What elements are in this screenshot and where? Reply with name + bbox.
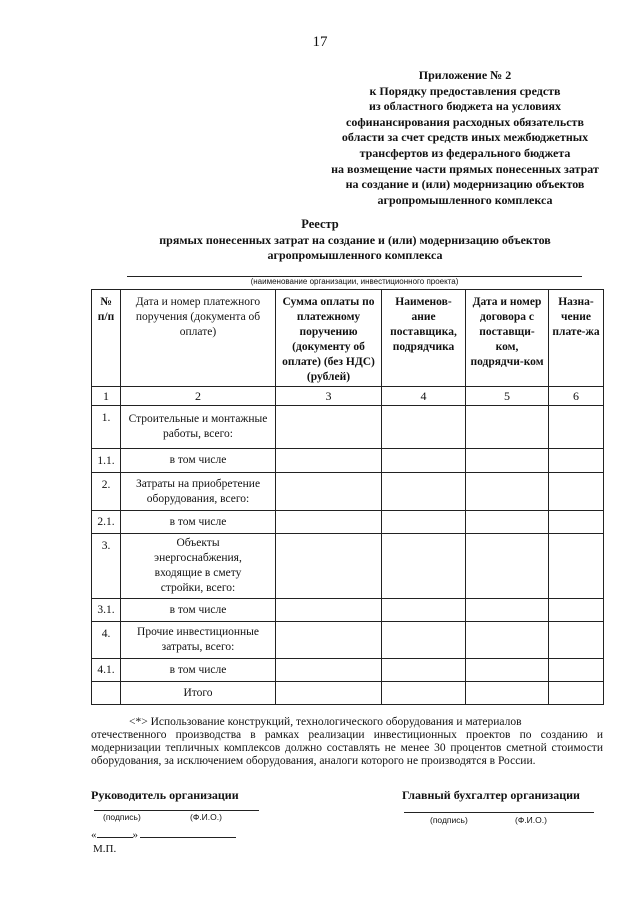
date-close-quote: » — [132, 829, 138, 841]
row-number: 1. — [92, 406, 121, 449]
empty-cell — [382, 473, 466, 511]
table-row — [92, 599, 604, 622]
empty-cell — [276, 599, 382, 622]
row-number: 2.1. — [92, 511, 121, 534]
empty-cell — [382, 511, 466, 534]
header-payment-order: Дата и номер платежного поручения (документа об оплате) — [121, 290, 276, 387]
row-number: 4.1. — [92, 659, 121, 682]
empty-cell — [276, 682, 382, 705]
page-number: 17 — [312, 34, 328, 50]
empty-cell — [382, 659, 466, 682]
row-description: Итого — [121, 682, 276, 705]
head-signature-line — [94, 810, 259, 811]
empty-cell — [276, 534, 382, 599]
date-field — [91, 827, 236, 841]
registry-title: Реестр — [301, 217, 339, 231]
table-row — [92, 406, 604, 449]
row-description: в том числе — [121, 449, 276, 473]
empty-cell — [549, 473, 604, 511]
appendix-header — [300, 68, 630, 208]
header-num: № п/п — [92, 290, 121, 387]
column-number: 1 — [92, 387, 121, 406]
stamp-placeholder: М.П. — [93, 843, 117, 855]
registry-subtitle — [120, 233, 590, 263]
header-contract: Дата и номер договора с поставщи-ком, подрядчи-ком — [466, 290, 549, 387]
row-description: Объекты энергоснабжения, входящие в смету стройки, всего: — [121, 534, 276, 599]
appendix-line: из областного бюджета на условиях — [368, 99, 562, 114]
row-number: 3. — [92, 534, 121, 599]
appendix-line: к Порядку предоставления средств — [369, 83, 561, 98]
empty-cell — [549, 534, 604, 599]
column-number: 4 — [382, 387, 466, 406]
table-row — [92, 622, 604, 659]
empty-cell — [276, 659, 382, 682]
empty-cell — [382, 599, 466, 622]
accountant-signature-line — [404, 812, 594, 813]
column-number: 2 — [121, 387, 276, 406]
appendix-line: софинансирования расходных обязательств — [346, 114, 584, 129]
table-row-total — [92, 682, 604, 705]
empty-cell — [549, 511, 604, 534]
table-row — [92, 511, 604, 534]
head-signature-caption: (подпись) — [103, 812, 141, 822]
header-purpose: Назна-чение плате-жа — [549, 290, 604, 387]
appendix-line: трансфертов из федерального бюджета — [359, 145, 571, 160]
empty-cell — [466, 449, 549, 473]
appendix-line: агропромышленного комплекса — [377, 192, 553, 207]
empty-cell — [276, 622, 382, 659]
empty-cell — [382, 622, 466, 659]
empty-cell — [549, 599, 604, 622]
column-number: 3 — [276, 387, 382, 406]
table-row — [92, 534, 604, 599]
row-description: в том числе — [121, 659, 276, 682]
footnote-first-line: <*> Использование конструкций, технологического оборудования и материалов — [129, 716, 522, 728]
row-description: в том числе — [121, 599, 276, 622]
empty-cell — [276, 473, 382, 511]
table-row — [92, 449, 604, 473]
row-number: 4. — [92, 622, 121, 659]
column-numbers-row — [92, 387, 604, 406]
row-description: Затраты на приобретение оборудования, всего: — [121, 473, 276, 511]
empty-cell — [382, 406, 466, 449]
empty-cell — [549, 406, 604, 449]
empty-cell — [466, 682, 549, 705]
row-number — [92, 682, 121, 705]
empty-cell — [549, 622, 604, 659]
appendix-line: Приложение № 2 — [418, 68, 512, 82]
empty-cell — [276, 406, 382, 449]
header-supplier: Наименов-ание поставщика, подрядчика — [382, 290, 466, 387]
date-open-quote: « — [91, 829, 97, 841]
empty-cell — [382, 682, 466, 705]
date-month-blank — [140, 827, 236, 838]
header-amount: Сумма оплаты по платежному поручению (документу об оплате) (без НДС) (рублей) — [276, 290, 382, 387]
empty-cell — [382, 534, 466, 599]
footnote — [91, 716, 603, 768]
empty-cell — [466, 534, 549, 599]
row-description: в том числе — [121, 511, 276, 534]
accountant-signature-label: Главный бухгалтер организации — [402, 788, 580, 802]
appendix-line: на создание и (или) модернизацию объектов — [345, 177, 585, 192]
registry-subtitle-line: агропромышленного комплекса — [267, 248, 443, 262]
accountant-signature-caption: (подпись) — [430, 815, 468, 825]
registry-table — [91, 289, 604, 705]
empty-cell — [549, 659, 604, 682]
row-description: Строительные и монтажные работы, всего: — [121, 406, 276, 449]
empty-cell — [276, 449, 382, 473]
table-header-row — [92, 290, 604, 387]
empty-cell — [466, 511, 549, 534]
empty-cell — [466, 473, 549, 511]
appendix-line: на возмещение части прямых понесенных затрат — [331, 161, 599, 176]
appendix-line: области за счет средств иных межбюджетных — [341, 130, 589, 145]
head-fio-caption: (Ф.И.О.) — [190, 812, 222, 822]
head-signature-label: Руководитель организации — [91, 788, 239, 802]
empty-cell — [466, 599, 549, 622]
registry-subtitle-line: прямых понесенных затрат на создание и (или) модернизацию объектов — [159, 233, 551, 247]
empty-cell — [549, 682, 604, 705]
empty-cell — [549, 449, 604, 473]
column-number: 6 — [549, 387, 604, 406]
footnote-body: отечественного производства в рамках реализации инвестиционных проектов по созданию и модернизации тепличных комплексов должно составлять не менее 30 процентов сметной стоимости оборудования, за исключением оборудования, аналоги которого не производятся в России. — [91, 729, 603, 767]
table-row — [92, 473, 604, 511]
organization-caption: (наименование организации, инвестиционного проекта) — [250, 277, 459, 286]
empty-cell — [276, 511, 382, 534]
empty-cell — [466, 659, 549, 682]
accountant-fio-caption: (Ф.И.О.) — [515, 815, 547, 825]
empty-cell — [382, 449, 466, 473]
column-number: 5 — [466, 387, 549, 406]
row-number: 2. — [92, 473, 121, 511]
date-day-blank — [97, 827, 133, 838]
row-description: Прочие инвестиционные затраты, всего: — [121, 622, 276, 659]
row-number: 3.1. — [92, 599, 121, 622]
empty-cell — [466, 622, 549, 659]
empty-cell — [466, 406, 549, 449]
table-row — [92, 659, 604, 682]
row-number: 1.1. — [92, 449, 121, 473]
